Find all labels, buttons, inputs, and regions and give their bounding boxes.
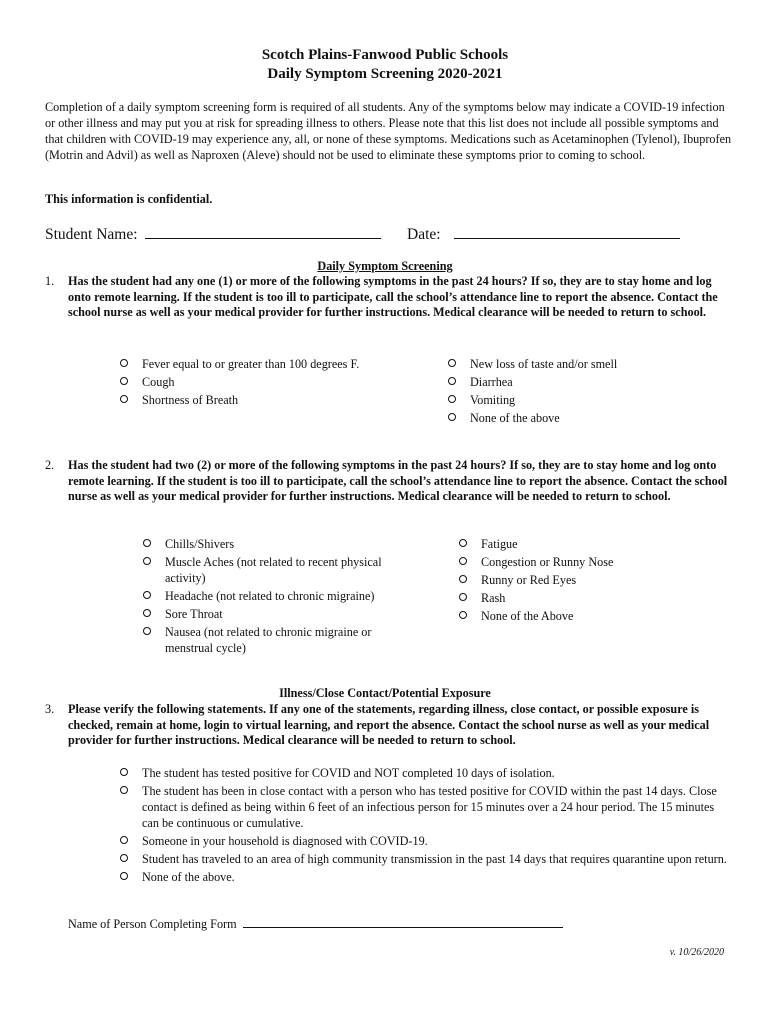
question-2-left-options — [141, 536, 411, 658]
radio-circle-icon[interactable] — [143, 609, 151, 617]
radio-circle-icon[interactable] — [120, 836, 128, 844]
statement-close-contact[interactable]: The student has been in close contact with a person who has tested positive for COVID within the past 14 days. Close contact is defined as being within 6 feet of an infectious person for 15 minutes over a 24 hour period. The 15 minutes can be continuous or cumulative. — [118, 783, 728, 831]
question-1-left-options — [118, 356, 418, 410]
version-label: v. 10/26/2020 — [669, 947, 724, 958]
option-diarrhea[interactable]: Diarrhea — [446, 374, 726, 390]
radio-circle-icon[interactable] — [120, 395, 128, 403]
date-label: Date: — [407, 226, 441, 243]
student-name-row — [45, 224, 381, 244]
radio-circle-icon[interactable] — [448, 413, 456, 421]
radio-circle-icon[interactable] — [143, 539, 151, 547]
radio-circle-icon[interactable] — [448, 377, 456, 385]
question-3-options — [118, 765, 728, 887]
question-1-right-options — [446, 356, 726, 428]
confidential-note: This information is confidential. — [45, 192, 213, 206]
question-2-text: Has the student had two (2) or more of the following symptoms in the past 24 hours? If so, they are to stay home and log onto remote learning. If the student is too ill to participate, call the school’s attendance line to report the absence. Contact the school nurse as well as your medical provider for further instructions. Medical clearance will be needed to return to school. — [68, 458, 728, 503]
option-sore-throat[interactable]: Sore Throat — [141, 606, 411, 622]
option-rash[interactable]: Rash — [457, 590, 727, 606]
radio-circle-icon[interactable] — [448, 359, 456, 367]
form-title: Daily Symptom Screening 2020-2021 — [267, 66, 503, 82]
radio-circle-icon[interactable] — [459, 611, 467, 619]
option-muscle-aches[interactable]: Muscle Aches (not related to recent physical activity) — [141, 554, 411, 586]
option-nausea[interactable]: Nausea (not related to chronic migraine or menstrual cycle) — [141, 624, 411, 656]
radio-circle-icon[interactable] — [120, 377, 128, 385]
question-2-number: 2. — [45, 458, 55, 472]
section-title-daily-screening: Daily Symptom Screening — [317, 259, 453, 273]
radio-circle-icon[interactable] — [459, 575, 467, 583]
radio-circle-icon[interactable] — [459, 539, 467, 547]
option-fatigue[interactable]: Fatigue — [457, 536, 727, 552]
radio-circle-icon[interactable] — [120, 786, 128, 794]
intro-paragraph: Completion of a daily symptom screening form is required of all students. Any of the symptoms below may indicate a COVID-19 infection or other illness and may put you at risk for spreading illness to others. Please note that this list does not include all possible symptoms and that children with COVID-19 may experience any, all, or none of these symptoms. Medications such as Acetaminophen (Tylenol), Ibuprofen (Motrin and Advil) as well as Naproxen (Aleve) should not be used to eliminate these symptoms prior to coming to school. — [45, 100, 732, 162]
option-none-q1[interactable]: None of the above — [446, 410, 726, 426]
section-title-exposure: Illness/Close Contact/Potential Exposure — [279, 686, 491, 700]
option-headache[interactable]: Headache (not related to chronic migraine) — [141, 588, 411, 604]
radio-circle-icon[interactable] — [120, 768, 128, 776]
question-1-text: Has the student had any one (1) or more of the following symptoms in the past 24 hours? If so, they are to stay home and log onto remote learning. If the student is too ill to participate, call the school’s attendance line to report the absence. Contact the school nurse as well as your medical provider for further instructions. Medical clearance will be needed to return to school. — [68, 274, 718, 319]
question-3-text: Please verify the following statements. If any one of the statements, regarding illness, close contact, or possible exposure is checked, remain at home, login to virtual learning, and report the absence. Contact the school nurse as well as your medical provider for further instructions. Medical clearance will be needed to return to school. — [68, 702, 710, 747]
student-name-label: Student Name: — [45, 226, 138, 243]
statement-traveled[interactable]: Student has traveled to an area of high community transmission in the past 14 days that requires quarantine upon return. — [118, 851, 728, 867]
radio-circle-icon[interactable] — [459, 593, 467, 601]
radio-circle-icon[interactable] — [448, 395, 456, 403]
radio-circle-icon[interactable] — [143, 557, 151, 565]
option-cough[interactable]: Cough — [118, 374, 418, 390]
completed-by-label: Name of Person Completing Form — [68, 917, 237, 931]
radio-circle-icon[interactable] — [143, 627, 151, 635]
statement-household-diagnosed[interactable]: Someone in your household is diagnosed with COVID-19. — [118, 833, 728, 849]
option-shortness-of-breath[interactable]: Shortness of Breath — [118, 392, 418, 408]
student-name-field[interactable] — [145, 224, 381, 239]
radio-circle-icon[interactable] — [143, 591, 151, 599]
radio-circle-icon[interactable] — [120, 854, 128, 862]
radio-circle-icon[interactable] — [459, 557, 467, 565]
statement-tested-positive[interactable]: The student has tested positive for COVID and NOT completed 10 days of isolation. — [118, 765, 728, 781]
school-name: Scotch Plains-Fanwood Public Schools — [261, 47, 509, 63]
option-none-q2[interactable]: None of the Above — [457, 608, 727, 624]
completed-by-row — [68, 915, 563, 932]
option-fever[interactable]: Fever equal to or greater than 100 degrees F. — [118, 356, 418, 372]
radio-circle-icon[interactable] — [120, 359, 128, 367]
date-field[interactable] — [454, 224, 680, 239]
question-2-right-options — [457, 536, 727, 626]
radio-circle-icon[interactable] — [120, 872, 128, 880]
completed-by-field[interactable] — [243, 915, 563, 928]
question-3-number: 3. — [45, 702, 55, 716]
option-loss-of-taste[interactable]: New loss of taste and/or smell — [446, 356, 726, 372]
statement-none[interactable]: None of the above. — [118, 869, 728, 885]
option-runny-eyes[interactable]: Runny or Red Eyes — [457, 572, 727, 588]
date-row — [407, 224, 680, 244]
option-chills[interactable]: Chills/Shivers — [141, 536, 411, 552]
option-congestion[interactable]: Congestion or Runny Nose — [457, 554, 727, 570]
question-1-number: 1. — [45, 274, 55, 288]
option-vomiting[interactable]: Vomiting — [446, 392, 726, 408]
